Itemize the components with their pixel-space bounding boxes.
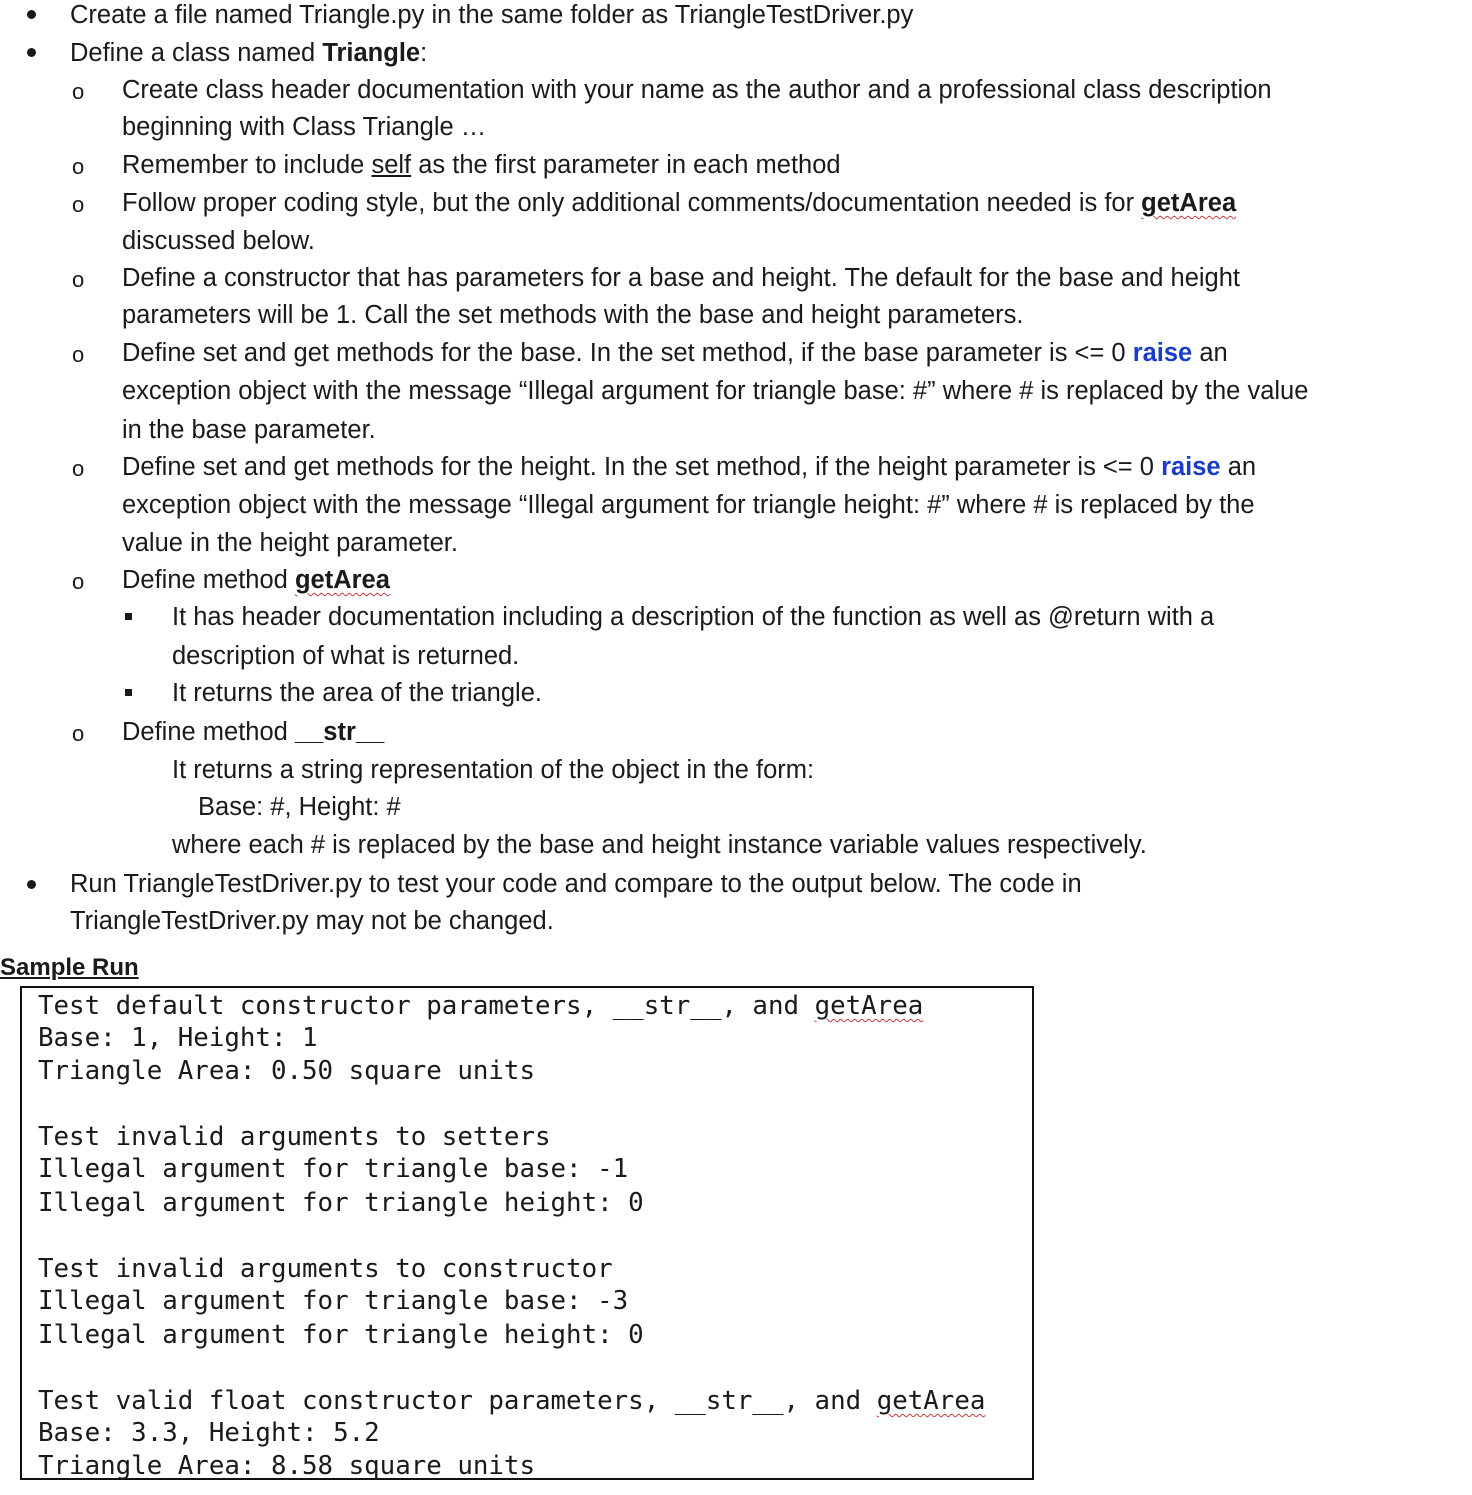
sample-line: Test invalid arguments to setters (38, 1122, 551, 1152)
sub-coding-style-line2: discussed below. (122, 227, 315, 255)
sub-bullet-marker: o (72, 267, 85, 292)
sub-constructor-line1: Define a constructor that has parameters for a base and height. The default for the base and height (122, 264, 1240, 292)
sub-base-line1: Define set and get methods for the base. In the set method, if the base parameter is <= 0 raise an (122, 339, 1228, 367)
getarea-returns: It returns the area of the triangle. (172, 679, 542, 707)
sub-bullet-marker: o (72, 79, 85, 104)
sub-define-str: Define method __str__ (122, 718, 385, 746)
sub-height-line2: exception object with the message “Illegal argument for triangle height: #” where # is replaced by the (122, 491, 1255, 519)
sample-line: Triangle Area: 0.50 square units (38, 1056, 535, 1086)
getarea-doc-line2: description of what is returned. (172, 642, 520, 670)
getarea-name: getArea (294, 566, 390, 594)
sample-line: Base: 1, Height: 1 (38, 1023, 318, 1053)
sub-self-param: Remember to include self as the first parameter in each method (122, 151, 841, 179)
sub-bullet-marker: o (72, 342, 85, 367)
str-name: __str__ (294, 718, 385, 746)
self-word: self (371, 151, 412, 179)
sub-constructor-line2: parameters will be 1. Call the set methods with the base and height parameters. (122, 301, 1024, 329)
sub-define-getarea: Define method getArea (122, 566, 390, 594)
subsub-bullet-marker (125, 689, 132, 696)
subsub-bullet-marker (125, 613, 132, 620)
sub-header-doc-line1: Create class header documentation with your name as the author and a professional class description (122, 76, 1272, 104)
bullet-marker (27, 48, 36, 57)
class-name: Triangle (322, 39, 421, 67)
sub-height-line3: value in the height parameter. (122, 529, 458, 557)
raise-keyword: raise (1132, 339, 1193, 367)
sub-bullet-marker: o (72, 569, 85, 594)
bullet-marker (27, 10, 36, 19)
sample-line: Test default constructor parameters, __str__, and getArea (38, 991, 924, 1021)
getarea-ref: getArea (1141, 189, 1237, 217)
raise-keyword: raise (1161, 453, 1221, 481)
sub-bullet-marker: o (72, 456, 85, 481)
getarea-ref: getArea (814, 991, 924, 1021)
sub-bullet-marker: o (72, 721, 85, 746)
sub-bullet-marker: o (72, 154, 85, 179)
bullet-run-driver-line1: Run TriangleTestDriver.py to test your code and compare to the output below. The code in (70, 870, 1082, 898)
sample-line: Triangle Area: 8.58 square units (38, 1451, 535, 1481)
sub-header-doc-line2: beginning with Class Triangle … (122, 113, 487, 141)
sample-line: Base: 3.3, Height: 5.2 (38, 1418, 380, 1448)
sample-line: Illegal argument for triangle base: -1 (38, 1154, 629, 1184)
sub-bullet-marker: o (72, 192, 85, 217)
bullet-marker (27, 880, 36, 889)
str-where: where each # is replaced by the base and height instance variable values respectively. (172, 831, 1147, 859)
getarea-ref: getArea (876, 1386, 986, 1416)
sample-line: Test valid float constructor parameters, __str__, and getArea (38, 1386, 986, 1416)
sample-line: Illegal argument for triangle height: 0 (38, 1188, 644, 1218)
sub-base-line2: exception object with the message “Illegal argument for triangle base: #” where # is replaced by the value (122, 377, 1309, 405)
sample-line: Illegal argument for triangle base: -3 (38, 1286, 629, 1316)
str-returns: It returns a string representation of the object in the form: (172, 756, 815, 784)
sample-line: Illegal argument for triangle height: 0 (38, 1320, 644, 1350)
str-form: Base: #, Height: # (198, 793, 401, 821)
getarea-doc-line1: It has header documentation including a description of the function as well as @return with a (172, 603, 1215, 631)
sub-base-line3: in the base parameter. (122, 416, 376, 444)
bullet-run-driver-line2: TriangleTestDriver.py may not be changed. (70, 907, 554, 935)
bullet-create-file: Create a file named Triangle.py in the same folder as TriangleTestDriver.py (70, 1, 914, 29)
sub-height-line1: Define set and get methods for the height. In the set method, if the height parameter is <= 0 raise an (122, 453, 1257, 481)
sample-run-heading: Sample Run (0, 954, 139, 981)
sample-line: Test invalid arguments to constructor (38, 1254, 613, 1284)
sub-coding-style-line1: Follow proper coding style, but the only additional comments/documentation needed is for getArea (122, 189, 1237, 217)
bullet-define-class: Define a class named Triangle: (70, 39, 428, 67)
